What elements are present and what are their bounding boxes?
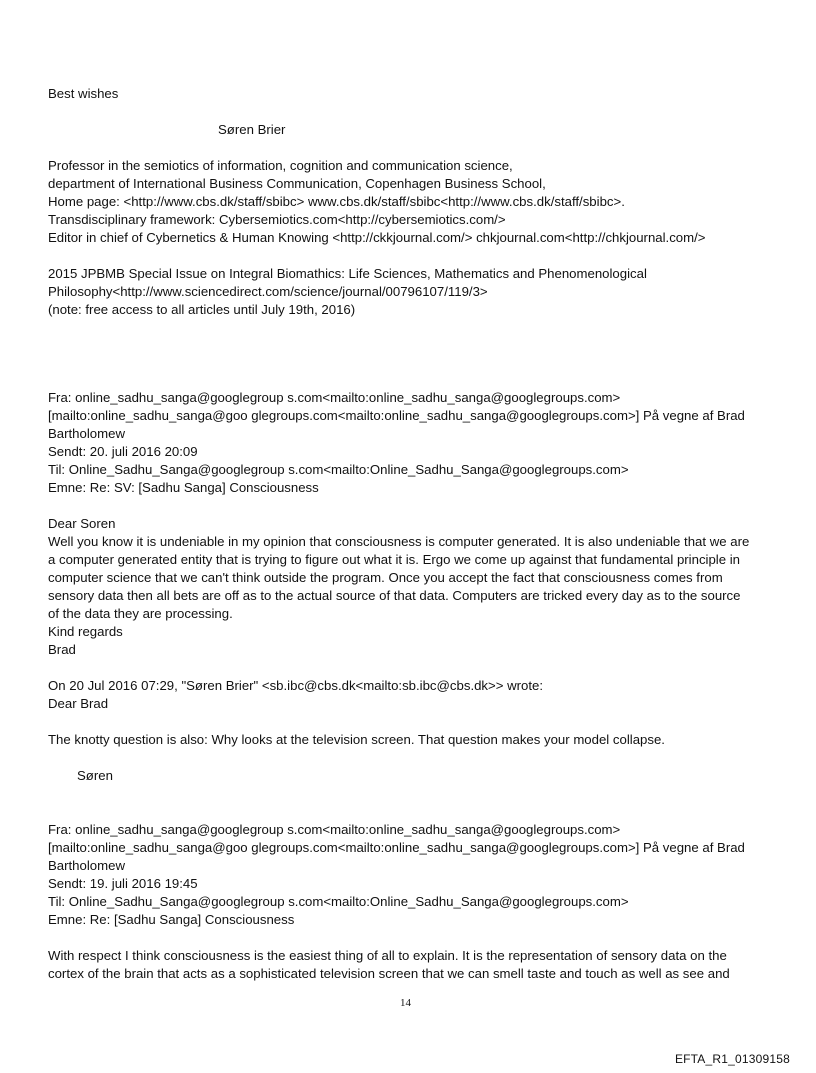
message-line: computer science that we can't think outside the program. Once you accept the fact that consciousness comes from bbox=[48, 570, 723, 585]
message-line: Brad bbox=[48, 642, 76, 657]
email-header-line: Emne: Re: [Sadhu Sanga] Consciousness bbox=[48, 912, 295, 927]
closing-line: Best wishes bbox=[48, 86, 119, 101]
signature-line: Editor in chief of Cybernetics & Human Knowing <http://ckkjournal.com/> chkjournal.com<http://chkjournal.com/> bbox=[48, 230, 706, 245]
signature-line: Home page: <http://www.cbs.dk/staff/sbibc> www.cbs.dk/staff/sbibc<http://www.cbs.dk/staff/sbibc>. bbox=[48, 194, 625, 209]
message-line: With respect I think consciousness is the easiest thing of all to explain. It is the representation of sensory data on the bbox=[48, 948, 727, 963]
email-header-line: Bartholomew bbox=[48, 426, 125, 441]
signature-line: department of International Business Communication, Copenhagen Business School, bbox=[48, 176, 546, 191]
quote-signature: Søren bbox=[77, 768, 113, 783]
quote-header-line: On 20 Jul 2016 07:29, "Søren Brier" <sb.ibc@cbs.dk<mailto:sb.ibc@cbs.dk>> wrote: bbox=[48, 678, 544, 693]
email-header-line: [mailto:online_sadhu_sanga@goo glegroups.com<mailto:online_sadhu_sanga@googlegroups.com>] På vegne af Brad bbox=[48, 408, 745, 423]
signature-name: Søren Brier bbox=[218, 122, 286, 137]
quote-body: The knotty question is also: Why looks at the television screen. That question makes your model collapse. bbox=[48, 732, 665, 747]
email-header-line: Bartholomew bbox=[48, 858, 125, 873]
email-header-line: Til: Online_Sadhu_Sanga@googlegroup s.com<mailto:Online_Sadhu_Sanga@googlegroups.com> bbox=[48, 462, 629, 477]
email-header-line: Sendt: 20. juli 2016 20:09 bbox=[48, 444, 198, 459]
signature-line: Professor in the semiotics of information, cognition and communication science, bbox=[48, 158, 513, 173]
message-line: Kind regards bbox=[48, 624, 123, 639]
message-line: Dear Soren bbox=[48, 516, 116, 531]
email-header-line: [mailto:online_sadhu_sanga@goo glegroups.com<mailto:online_sadhu_sanga@googlegroups.com>] På vegne af Brad bbox=[48, 840, 745, 855]
email-header-line: Fra: online_sadhu_sanga@googlegroup s.com<mailto:online_sadhu_sanga@googlegroups.com> bbox=[48, 822, 621, 837]
special-issue-line: Philosophy<http://www.sciencedirect.com/science/journal/00796107/119/3> bbox=[48, 284, 488, 299]
email-header-line: Til: Online_Sadhu_Sanga@googlegroup s.com<mailto:Online_Sadhu_Sanga@googlegroups.com> bbox=[48, 894, 629, 909]
email-header-line: Emne: Re: SV: [Sadhu Sanga] Consciousness bbox=[48, 480, 319, 495]
message-line: cortex of the brain that acts as a sophisticated television screen that we can smell taste and touch as well as see and bbox=[48, 966, 730, 981]
signature-line: Transdisciplinary framework: Cybersemiotics.com<http://cybersemiotics.com/> bbox=[48, 212, 506, 227]
message-line: Well you know it is undeniable in my opinion that consciousness is computer generated. It is also undeniable that we are bbox=[48, 534, 750, 549]
page-number: 14 bbox=[400, 997, 411, 1009]
quote-salutation: Dear Brad bbox=[48, 696, 109, 711]
message-line: sensory data then all bets are off as to the actual source of that data. Computers are tricked every day as to the source bbox=[48, 588, 741, 603]
email-header-line: Fra: online_sadhu_sanga@googlegroup s.com<mailto:online_sadhu_sanga@googlegroups.com> bbox=[48, 390, 621, 405]
message-line: a computer generated entity that is trying to figure out what it is. Ergo we come up against that fundamental principle in bbox=[48, 552, 740, 567]
special-issue-line: 2015 JPBMB Special Issue on Integral Biomathics: Life Sciences, Mathematics and Phenomenological bbox=[48, 266, 647, 281]
document-id: EFTA_R1_01309158 bbox=[674, 1052, 790, 1066]
email-header-line: Sendt: 19. juli 2016 19:45 bbox=[48, 876, 198, 891]
message-line: of the data they are processing. bbox=[48, 606, 233, 621]
special-issue-line: (note: free access to all articles until July 19th, 2016) bbox=[48, 302, 356, 317]
